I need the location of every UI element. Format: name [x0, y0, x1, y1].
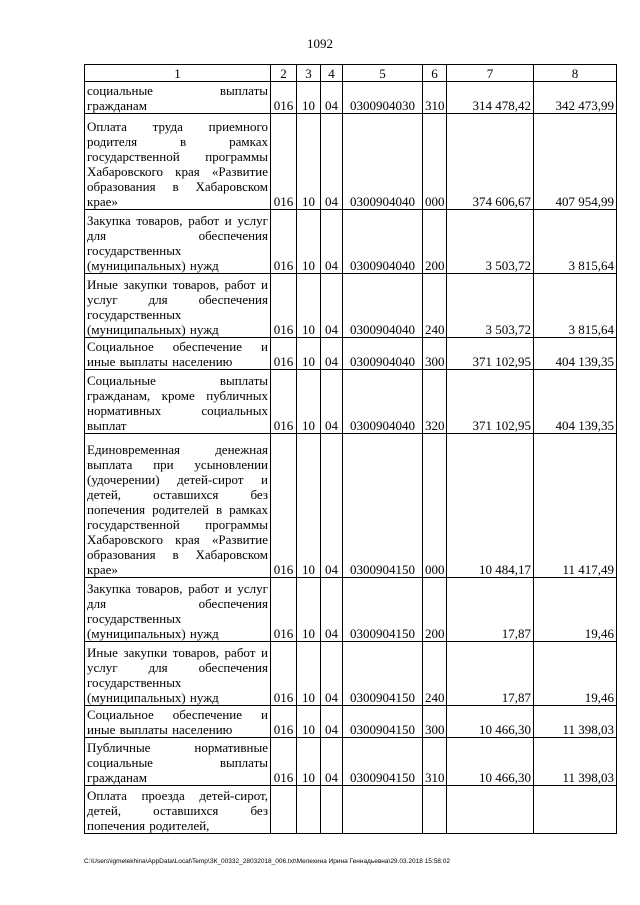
subsection-cell: 04	[321, 578, 343, 642]
row-name-cell: Публичные нормативные социальные выплаты гражданам	[85, 738, 271, 786]
expense-type-cell: 200	[423, 578, 447, 642]
amount-2018-cell: 371 102,95	[447, 370, 534, 434]
header-cell: 2	[271, 65, 297, 82]
table-row	[85, 434, 617, 578]
amount-2018-cell: 17,87	[447, 578, 534, 642]
target-article-cell: 0300904040	[343, 274, 423, 338]
amount-2018-cell: 10 484,17	[447, 434, 534, 578]
header-cell: 5	[343, 65, 423, 82]
table-row	[85, 706, 617, 738]
expense-type-cell: 320	[423, 370, 447, 434]
amount-2019-cell: 11 417,49	[534, 434, 617, 578]
gr-code-cell: 016	[271, 210, 297, 274]
expense-type-cell	[423, 786, 447, 834]
target-article-cell: 0300904150	[343, 434, 423, 578]
subsection-cell: 04	[321, 338, 343, 370]
subsection-cell: 04	[321, 370, 343, 434]
table-row	[85, 338, 617, 370]
subsection-cell: 04	[321, 706, 343, 738]
table-row	[85, 738, 617, 786]
section-cell: 10	[297, 578, 321, 642]
gr-code-cell: 016	[271, 738, 297, 786]
section-cell: 10	[297, 210, 321, 274]
header-cell: 7	[447, 65, 534, 82]
row-name-cell: Социальные выплаты гражданам, кроме публичных нормативных социальных выплат	[85, 370, 271, 434]
expense-type-cell: 000	[423, 434, 447, 578]
table-row	[85, 82, 617, 114]
amount-2018-cell: 3 503,72	[447, 274, 534, 338]
table-row	[85, 274, 617, 338]
row-name-cell: Единовременная денежная выплата при усыновлении (удочерении) детей-сирот и детей, оставшихся без попечения родителей в рамках государственной программы Хабаровского края «Развитие образования в Хабаровском крае»	[85, 434, 271, 578]
amount-2018-cell: 10 466,30	[447, 706, 534, 738]
header-row	[85, 65, 617, 82]
gr-code-cell: 016	[271, 82, 297, 114]
target-article-cell: 0300904040	[343, 370, 423, 434]
target-article-cell: 0300904150	[343, 642, 423, 706]
section-cell: 10	[297, 82, 321, 114]
subsection-cell: 04	[321, 210, 343, 274]
section-cell: 10	[297, 274, 321, 338]
header-cell: 4	[321, 65, 343, 82]
header-cell: 1	[85, 65, 271, 82]
gr-code-cell	[271, 786, 297, 834]
subsection-cell: 04	[321, 82, 343, 114]
row-name-cell: Оплата проезда детей-сирот, детей, оставшихся без попечения родителей,	[85, 786, 271, 834]
expense-type-cell: 240	[423, 274, 447, 338]
table-body	[85, 82, 617, 834]
row-name-cell: Социальное обеспечение и иные выплаты населению	[85, 706, 271, 738]
amount-2019-cell: 11 398,03	[534, 738, 617, 786]
target-article-cell: 0300904150	[343, 738, 423, 786]
gr-code-cell: 016	[271, 578, 297, 642]
amount-2018-cell: 10 466,30	[447, 738, 534, 786]
gr-code-cell: 016	[271, 338, 297, 370]
amount-2019-cell: 19,46	[534, 642, 617, 706]
section-cell: 10	[297, 706, 321, 738]
target-article-cell: 0300904030	[343, 82, 423, 114]
table-row	[85, 210, 617, 274]
target-article-cell	[343, 786, 423, 834]
expense-type-cell: 200	[423, 210, 447, 274]
expense-type-cell: 300	[423, 706, 447, 738]
section-cell: 10	[297, 114, 321, 210]
row-name-cell: Закупка товаров, работ и услуг для обеспечения государственных (муниципальных) нужд	[85, 578, 271, 642]
table-row	[85, 370, 617, 434]
gr-code-cell: 016	[271, 706, 297, 738]
table-row	[85, 578, 617, 642]
subsection-cell: 04	[321, 114, 343, 210]
table-row	[85, 114, 617, 210]
table-row	[85, 786, 617, 834]
subsection-cell: 04	[321, 738, 343, 786]
expense-type-cell: 000	[423, 114, 447, 210]
amount-2019-cell: 404 139,35	[534, 370, 617, 434]
section-cell: 10	[297, 434, 321, 578]
gr-code-cell: 016	[271, 370, 297, 434]
gr-code-cell: 016	[271, 434, 297, 578]
amount-2019-cell: 11 398,03	[534, 706, 617, 738]
file-path-footer: C:\Users\igmelekhina\AppData\Local\Temp\ЗК_00332_28032018_006.txt\Мелехина Ирина Геннадьевна\29.03.2018 15:58:02	[84, 858, 450, 865]
gr-code-cell: 016	[271, 274, 297, 338]
amount-2018-cell	[447, 786, 534, 834]
expense-type-cell: 310	[423, 82, 447, 114]
expense-type-cell: 240	[423, 642, 447, 706]
subsection-cell: 04	[321, 434, 343, 578]
row-name-cell: Иные закупки товаров, работ и услуг для обеспечения государственных (муниципальных) нужд	[85, 642, 271, 706]
amount-2019-cell: 3 815,64	[534, 274, 617, 338]
amount-2019-cell: 342 473,99	[534, 82, 617, 114]
amount-2018-cell: 17,87	[447, 642, 534, 706]
amount-2018-cell: 371 102,95	[447, 338, 534, 370]
target-article-cell: 0300904040	[343, 338, 423, 370]
target-article-cell: 0300904150	[343, 706, 423, 738]
row-name-cell: Социальное обеспечение и иные выплаты населению	[85, 338, 271, 370]
amount-2019-cell	[534, 786, 617, 834]
row-name-cell: Иные закупки товаров, работ и услуг для обеспечения государственных (муниципальных) нужд	[85, 274, 271, 338]
amount-2018-cell: 3 503,72	[447, 210, 534, 274]
amount-2018-cell: 314 478,42	[447, 82, 534, 114]
header-cell: 8	[534, 65, 617, 82]
section-cell	[297, 786, 321, 834]
amount-2018-cell: 374 606,67	[447, 114, 534, 210]
subsection-cell: 04	[321, 642, 343, 706]
subsection-cell	[321, 786, 343, 834]
subsection-cell: 04	[321, 274, 343, 338]
expense-type-cell: 310	[423, 738, 447, 786]
section-cell: 10	[297, 738, 321, 786]
amount-2019-cell: 3 815,64	[534, 210, 617, 274]
amount-2019-cell: 19,46	[534, 578, 617, 642]
section-cell: 10	[297, 370, 321, 434]
gr-code-cell: 016	[271, 642, 297, 706]
amount-2019-cell: 404 139,35	[534, 338, 617, 370]
budget-table	[84, 64, 617, 834]
section-cell: 10	[297, 338, 321, 370]
row-name-cell: Закупка товаров, работ и услуг для обеспечения государственных (муниципальных) нужд	[85, 210, 271, 274]
table-row	[85, 642, 617, 706]
section-cell: 10	[297, 642, 321, 706]
target-article-cell: 0300904150	[343, 578, 423, 642]
header-cell: 6	[423, 65, 447, 82]
row-name-cell: Оплата труда приемного родителя в рамках государственной программы Хабаровского края «Развитие образования в Хабаровском крае»	[85, 114, 271, 210]
gr-code-cell: 016	[271, 114, 297, 210]
expense-type-cell: 300	[423, 338, 447, 370]
target-article-cell: 0300904040	[343, 114, 423, 210]
row-name-cell: социальные выплаты гражданам	[85, 82, 271, 114]
amount-2019-cell: 407 954,99	[534, 114, 617, 210]
header-cell: 3	[297, 65, 321, 82]
page-number: 1092	[307, 36, 333, 51]
target-article-cell: 0300904040	[343, 210, 423, 274]
